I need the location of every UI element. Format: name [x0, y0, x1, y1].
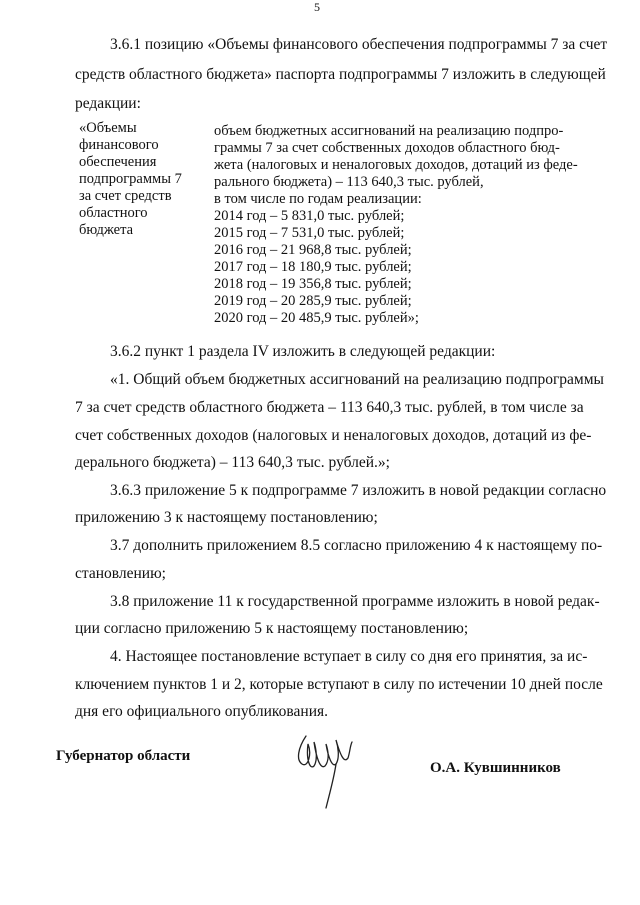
table-left-line-5: за счет средств [79, 188, 172, 204]
table-left-line-4: подпрограммы 7 [79, 171, 182, 187]
p363-line-1: 3.6.3 приложение 5 к подпрограмме 7 изложить в новой редакции согласно [110, 482, 607, 499]
table-right-line-10: 2018 год – 19 356,8 тыс. рублей; [214, 276, 412, 292]
p362-line-2: 7 за счет средств областного бюджета – 113 640,3 тыс. рублей, в том числе за [75, 399, 584, 416]
p363-line-2: приложению 3 к настоящему постановлению; [75, 509, 378, 526]
handwritten-signature [292, 730, 362, 812]
table-left-line-2: финансового [79, 137, 159, 153]
table-left-line-6: областного [79, 205, 148, 221]
p361-line-1: 3.6.1 позицию «Объемы финансового обеспечения подпрограммы 7 за счет [110, 36, 608, 53]
p37-line-2: становлению; [75, 565, 166, 582]
table-right-line-2: граммы 7 за счет собственных доходов областного бюд- [214, 140, 560, 156]
table-right-line-8: 2016 год – 21 968,8 тыс. рублей; [214, 242, 412, 258]
p38-line-2: ции согласно приложению 5 к настоящему постановлению; [75, 620, 469, 637]
p361-line-2: средств областного бюджета» паспорта подпрограммы 7 изложить в следующей [75, 66, 606, 83]
table-right-line-12: 2020 год – 20 485,9 тыс. рублей»; [214, 310, 419, 326]
p38-line-1: 3.8 приложение 11 к государственной программе изложить в новой редак- [110, 593, 600, 610]
table-right-line-11: 2019 год – 20 285,9 тыс. рублей; [214, 293, 412, 309]
p362-heading: 3.6.2 пункт 1 раздела IV изложить в следующей редакции: [110, 343, 496, 360]
table-right-line-4: рального бюджета) – 113 640,3 тыс. рублей, [214, 174, 484, 190]
p362-line-1: «1. Общий объем бюджетных ассигнований на реализацию подпрограммы [110, 371, 604, 388]
table-right-line-5: в том числе по годам реализации: [214, 191, 422, 207]
table-left-line-1: «Объемы [79, 120, 137, 136]
signatory-name: О.А. Кувшинников [430, 760, 561, 776]
table-right-line-7: 2015 год – 7 531,0 тыс. рублей; [214, 225, 405, 241]
p4-line-1: 4. Настоящее постановление вступает в силу со дня его принятия, за ис- [110, 648, 588, 665]
table-left-line-7: бюджета [79, 222, 134, 238]
p361-line-3: редакции: [75, 95, 141, 112]
table-right-line-3: жета (налоговых и неналоговых доходов, дотаций из феде- [214, 157, 578, 173]
table-right-line-6: 2014 год – 5 831,0 тыс. рублей; [214, 208, 405, 224]
p4-line-2: ключением пунктов 1 и 2, которые вступают в силу по истечении 10 дней после [75, 676, 603, 693]
page-number: 5 [314, 0, 320, 14]
p362-line-4: дерального бюджета) – 113 640,3 тыс. рублей.»; [75, 454, 390, 471]
signatory-position: Губернатор области [56, 748, 191, 764]
table-left-line-3: обеспечения [79, 154, 157, 170]
table-right-line-1: объем бюджетных ассигнований на реализацию подпро- [214, 123, 564, 139]
p362-line-3: счет собственных доходов (налоговых и неналоговых доходов, дотаций из фе- [75, 427, 592, 444]
p4-line-3: дня его официального опубликования. [75, 703, 329, 720]
p37-line-1: 3.7 дополнить приложением 8.5 согласно приложению 4 к настоящему по- [110, 537, 603, 554]
table-right-line-9: 2017 год – 18 180,9 тыс. рублей; [214, 259, 412, 275]
